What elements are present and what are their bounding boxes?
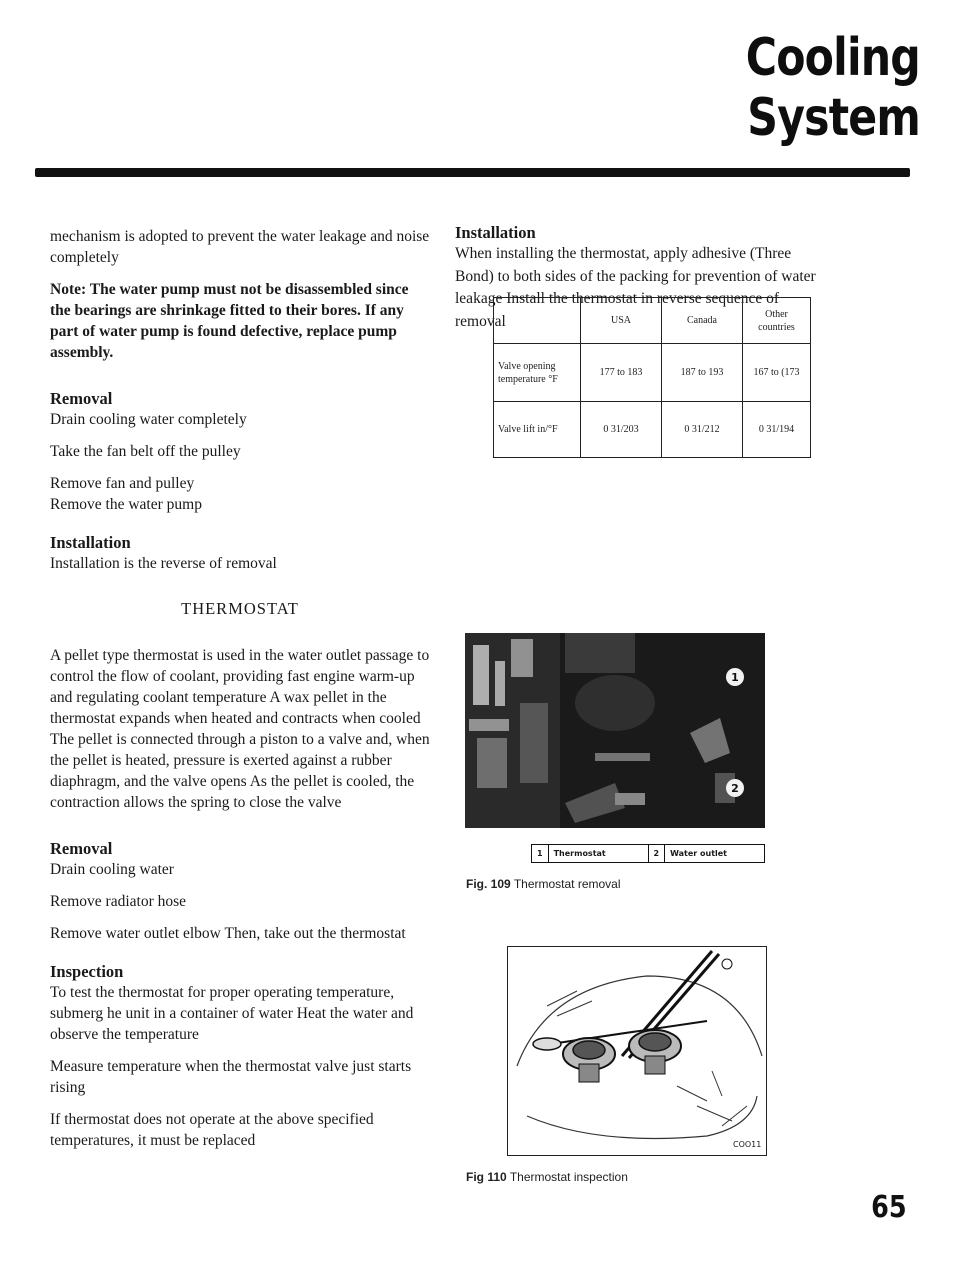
- removal-step-3: Remove fan and pulley: [50, 475, 195, 492]
- legend-2-label: Water outlet: [670, 849, 728, 858]
- removal-step-4: Remove the water pump: [50, 496, 202, 513]
- fig109-legend: [531, 844, 765, 863]
- fig109-caption: [466, 877, 621, 891]
- fig110-code: COO11: [733, 1140, 762, 1149]
- table-header-usa: USA: [581, 298, 662, 344]
- thermostat-heading: THERMOSTAT: [181, 599, 299, 618]
- removal-step-1: Drain cooling water completely: [50, 411, 247, 428]
- fig110-caption-text: Thermostat inspection: [509, 1170, 628, 1184]
- cell-usa-temp: 177 to 183: [581, 344, 662, 402]
- callout-2: 2: [726, 779, 744, 797]
- removal-heading: Removal: [50, 389, 113, 408]
- row-label-opening-temp: Valve opening temperature °F: [494, 344, 581, 402]
- cell-other-lift: 0 31/194: [743, 402, 811, 458]
- fig110-number: Fig 110: [466, 1170, 507, 1184]
- removal2-step-3: Remove water outlet elbow Then, take out the thermostat: [50, 925, 406, 942]
- table-header-other: Other countries: [743, 298, 811, 344]
- inspection-illustration: [507, 946, 767, 1156]
- cell-other-temp: 167 to (173: [743, 344, 811, 402]
- table-row: [494, 402, 811, 458]
- thermostat-spec-table: [493, 297, 811, 458]
- removal-step-2: Take the fan belt off the pulley: [50, 443, 241, 460]
- legend-1-number: 1: [532, 845, 549, 862]
- row-label-valve-lift: Valve lift in/°F: [494, 402, 581, 458]
- fig109-number: Fig. 109: [466, 877, 511, 891]
- cell-canada-temp: 187 to 193: [662, 344, 743, 402]
- inspection-step-3: If thermostat does not operate at the above specified temperatures, it must be replaced: [50, 1111, 374, 1149]
- page-number: 65: [871, 1190, 907, 1225]
- header-rule: [35, 168, 910, 177]
- thermostat-description: A pellet type thermostat is used in the water outlet passage to control the flow of coolant, providing fast engine warm-up and regulating coolant temperature A wax pellet in the thermostat expands when heated and contracts when cooled The pellet is connected through a piston to a valve and, when the pellet is heated, pressure is exerted against a rubber diaphragm, and the valve opens As the pellet is cooled, the contraction allows the spring to close the valve: [50, 647, 430, 811]
- thermostat-inspection-drawing: [507, 946, 767, 1156]
- cell-canada-lift: 0 31/212: [662, 402, 743, 458]
- table-header-empty: [494, 298, 581, 344]
- legend-2-number: 2: [649, 845, 666, 862]
- table-header-row: [494, 298, 811, 344]
- fig109-caption-text: Thermostat removal: [513, 877, 621, 891]
- warning-note: Note: The water pump must not be disassembled since the bearings are shrinkage fitted to their bores. If any part of water pump is found defective, replace pump assembly.: [50, 281, 409, 361]
- inspection-step-2: Measure temperature when the thermostat valve just starts rising: [50, 1058, 412, 1096]
- engine-bay-image: [465, 633, 765, 828]
- legend-1-label: Thermostat: [549, 845, 649, 862]
- inspection-step-1: To test the thermostat for proper operating temperature, submerg he unit in a container of water Heat the water and observe the temperature: [50, 984, 414, 1043]
- intro-paragraph: mechanism is adopted to prevent the water leakage and noise completely: [50, 228, 430, 266]
- cell-usa-lift: 0 31/203: [581, 402, 662, 458]
- table-header-canada: Canada: [662, 298, 743, 344]
- table-row: [494, 344, 811, 402]
- installation-heading: Installation: [50, 533, 131, 552]
- removal-heading-2: Removal: [50, 839, 113, 858]
- fig110-caption: [466, 1170, 628, 1184]
- inspection-heading: Inspection: [50, 962, 124, 981]
- callout-1: 1: [726, 668, 744, 686]
- thermostat-removal-photo: [465, 633, 765, 828]
- installation-heading-right: Installation: [455, 223, 536, 242]
- removal2-step-1: Drain cooling water: [50, 861, 174, 878]
- installation-text: Installation is the reverse of removal: [50, 555, 277, 572]
- installation-paragraph: When installing the thermostat, apply adhesive (Three Bond) to both sides of the packing for prevention of water leakage Install the thermostat in reverse sequence of removal: [455, 245, 816, 330]
- left-column: [50, 226, 430, 1162]
- page-title: Cooling System: [745, 28, 920, 148]
- removal2-step-2: Remove radiator hose: [50, 893, 187, 910]
